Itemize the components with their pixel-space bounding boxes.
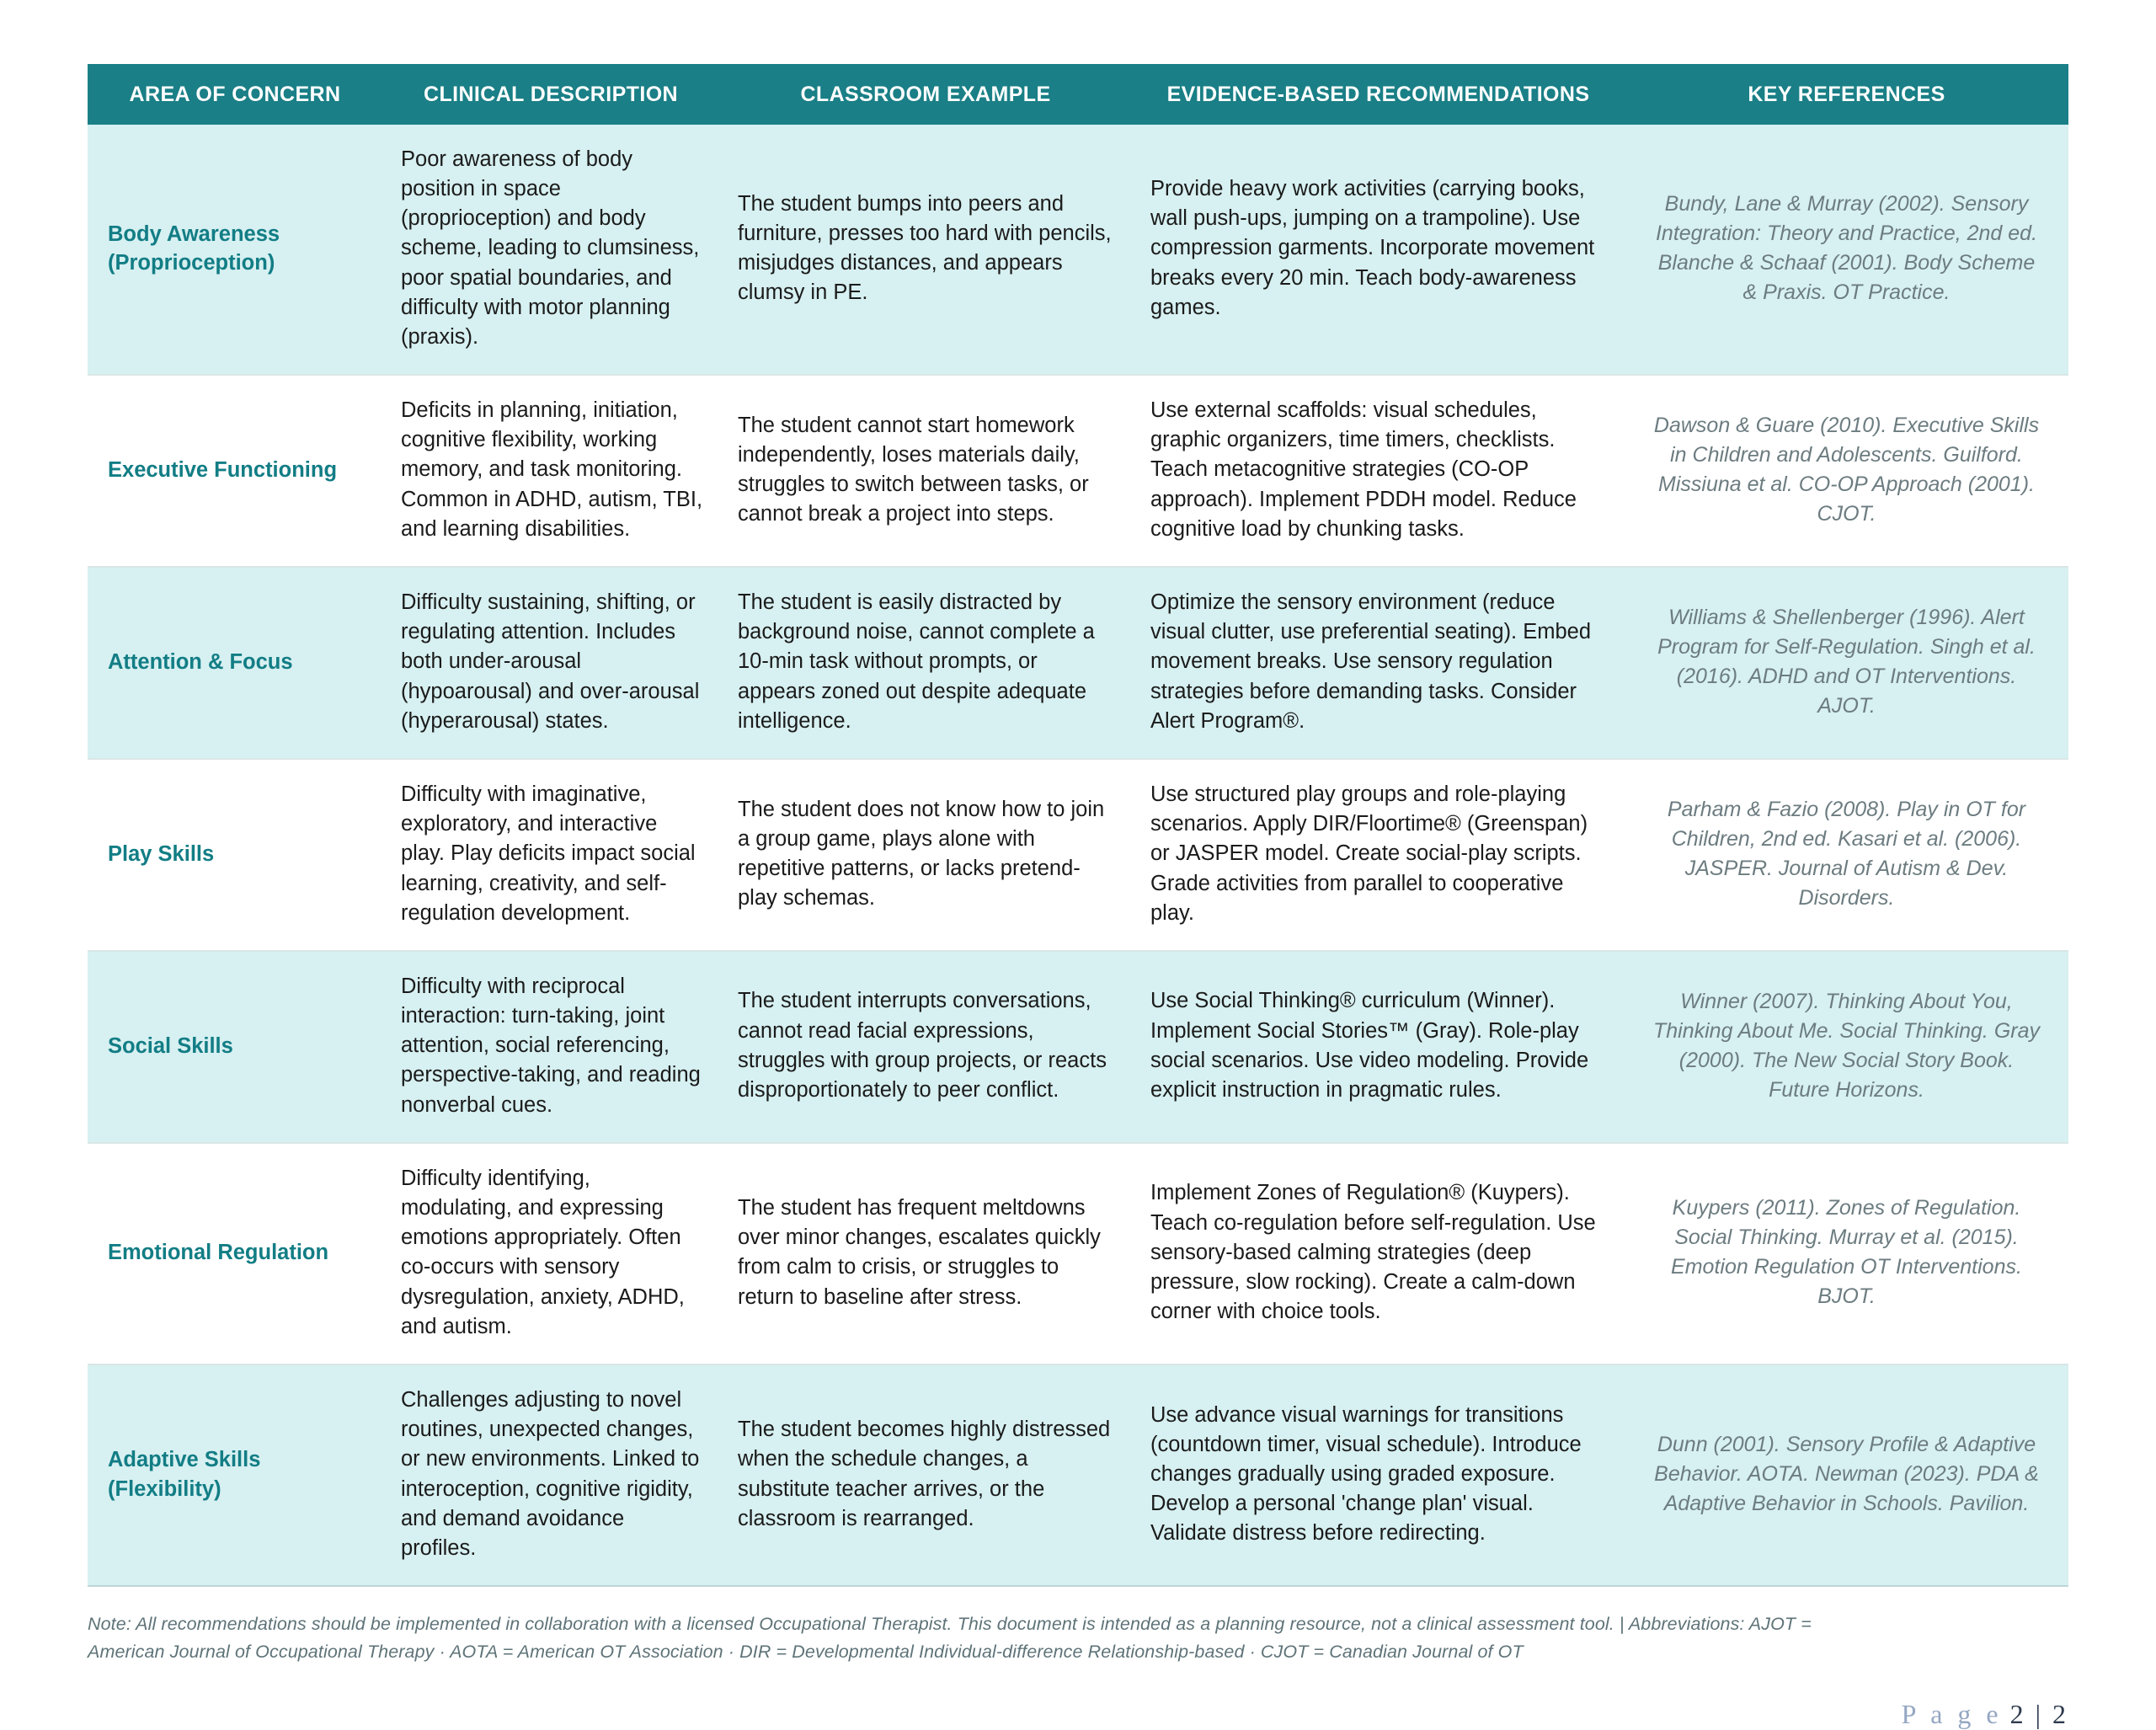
footnote-line-2: American Journal of Occupational Therapy · AOTA = American OT Association · DIR = Developmental Individual-difference Relationship-based · CJOT = Canadian Journal of OT [88, 1641, 1524, 1662]
cell-area-of-concern: Play Skills [88, 759, 382, 951]
cell-clinical-description: Difficulty identifying, modulating, and expressing emotions appropriately. Often co-occurs with sensory dysregulation, anxiety, ADHD, and autism. [382, 1143, 719, 1364]
cell-classroom-example: The student becomes highly distressed when the schedule changes, a substitute teacher arrives, or the classroom is rearranged. [719, 1364, 1132, 1586]
cell-area-of-concern: Adaptive Skills (Flexibility) [88, 1364, 382, 1586]
cell-clinical-description: Difficulty with imaginative, exploratory, and interactive play. Play deficits impact social learning, creativity, and self-regulation development. [382, 759, 719, 951]
cell-classroom-example: The student has frequent meltdowns over minor changes, escalates quickly from calm to crisis, or struggles to return to baseline after stress. [719, 1143, 1132, 1364]
table-header [88, 64, 2068, 125]
page-number-value: 2 | 2 [2009, 1699, 2068, 1730]
table-row [88, 951, 2068, 1143]
cell-recommendations: Implement Zones of Regulation® (Kuypers). Teach co-regulation before self-regulation. Use sensory-based calming strategies (deep pressure, slow rocking). Create a calm-down corner with choice tools. [1132, 1143, 1625, 1364]
cell-clinical-description: Challenges adjusting to novel routines, unexpected changes, or new environments. Linked to interoception, cognitive rigidity, and demand avoidance profiles. [382, 1364, 719, 1586]
table-header-row [88, 64, 2068, 125]
cell-clinical-description: Difficulty with reciprocal interaction: turn-taking, joint attention, social referencing, perspective-taking, and reading nonverbal cues. [382, 951, 719, 1143]
footnote-line-1: Note: All recommendations should be implemented in collaboration with a licensed Occupational Therapist. This document is intended as a planning resource, not a clinical assessment tool. | Abbreviations: AJOT = [88, 1614, 1812, 1635]
cell-key-references: Dawson & Guare (2010). Executive Skills in Children and Adolescents. Guilford. Missiuna et al. CO-OP Approach (2001). CJOT. [1625, 375, 2068, 567]
column-header-area-of-concern: AREA OF CONCERN [88, 64, 382, 125]
cell-recommendations: Use advance visual warnings for transitions (countdown timer, visual schedule). Introduce changes gradually using graded exposure. Develop a personal 'change plan' visual. Validate distress before redirecting. [1132, 1364, 1625, 1586]
cell-clinical-description: Deficits in planning, initiation, cognitive flexibility, working memory, and task monitoring. Common in ADHD, autism, TBI, and learning disabilities. [382, 375, 719, 567]
cell-area-of-concern: Emotional Regulation [88, 1143, 382, 1364]
cell-recommendations: Provide heavy work activities (carrying books, wall push-ups, jumping on a trampoline). Use compression garments. Incorporate movement breaks every 20 min. Teach body-awareness games. [1132, 125, 1625, 375]
cell-classroom-example: The student does not know how to join a group game, plays alone with repetitive patterns, or lacks pretend-play schemas. [719, 759, 1132, 951]
cell-key-references: Parham & Fazio (2008). Play in OT for Children, 2nd ed. Kasari et al. (2006). JASPER. Journal of Autism & Dev. Disorders. [1625, 759, 2068, 951]
table-row [88, 125, 2068, 375]
cell-key-references: Winner (2007). Thinking About You, Thinking About Me. Social Thinking. Gray (2000). The New Social Story Book. Future Horizons. [1625, 951, 2068, 1143]
cell-classroom-example: The student is easily distracted by background noise, cannot complete a 10-min task without prompts, or appears zoned out despite adequate intelligence. [719, 567, 1132, 759]
cell-key-references: Dunn (2001). Sensory Profile & Adaptive Behavior. AOTA. Newman (2023). PDA & Adaptive Behavior in Schools. Pavilion. [1625, 1364, 2068, 1586]
column-header-key-references: KEY REFERENCES [1625, 64, 2068, 125]
table-row [88, 1143, 2068, 1364]
cell-classroom-example: The student interrupts conversations, cannot read facial expressions, struggles with group projects, or reacts disproportionately to peer conflict. [719, 951, 1132, 1143]
cell-classroom-example: The student bumps into peers and furniture, presses too hard with pencils, misjudges distances, and appears clumsy in PE. [719, 125, 1132, 375]
cell-key-references: Williams & Shellenberger (1996). Alert Program for Self-Regulation. Singh et al. (2016). ADHD and OT Interventions. AJOT. [1625, 567, 2068, 759]
table-row [88, 1364, 2068, 1586]
cell-area-of-concern: Executive Functioning [88, 375, 382, 567]
cell-key-references: Bundy, Lane & Murray (2002). Sensory Integration: Theory and Practice, 2nd ed. Blanche & Schaaf (2001). Body Scheme & Praxis. OT Practice. [1625, 125, 2068, 375]
page-number [88, 1699, 2068, 1730]
cell-area-of-concern: Social Skills [88, 951, 382, 1143]
areas-of-concern-table [88, 64, 2068, 1587]
footnote [88, 1610, 2068, 1665]
cell-clinical-description: Poor awareness of body position in space (proprioception) and body scheme, leading to clumsiness, poor spatial boundaries, and difficulty with motor planning (praxis). [382, 125, 719, 375]
table-body [88, 125, 2068, 1586]
column-header-evidence-based-recommendations: EVIDENCE-BASED RECOMMENDATIONS [1132, 64, 1625, 125]
cell-classroom-example: The student cannot start homework independently, loses materials daily, struggles to switch between tasks, or cannot break a project into steps. [719, 375, 1132, 567]
cell-area-of-concern: Body Awareness (Proprioception) [88, 125, 382, 375]
column-header-clinical-description: CLINICAL DESCRIPTION [382, 64, 719, 125]
cell-recommendations: Use external scaffolds: visual schedules, graphic organizers, time timers, checklists. Teach metacognitive strategies (CO-OP approach). Implement PDDH model. Reduce cognitive load by chunking tasks. [1132, 375, 1625, 567]
table-row [88, 759, 2068, 951]
cell-recommendations: Optimize the sensory environment (reduce visual clutter, use preferential seating). Embed movement breaks. Use sensory regulation strategies before demanding tasks. Consider Alert Program®. [1132, 567, 1625, 759]
cell-recommendations: Use structured play groups and role-playing scenarios. Apply DIR/Floortime® (Greenspan) or JASPER model. Create social-play scripts. Grade activities from parallel to cooperative play. [1132, 759, 1625, 951]
page-number-label: P a g e [1901, 1699, 2003, 1730]
cell-key-references: Kuypers (2011). Zones of Regulation. Social Thinking. Murray et al. (2015). Emotion Regulation OT Interventions. BJOT. [1625, 1143, 2068, 1364]
table-row [88, 567, 2068, 759]
column-header-classroom-example: CLASSROOM EXAMPLE [719, 64, 1132, 125]
cell-area-of-concern: Attention & Focus [88, 567, 382, 759]
cell-clinical-description: Difficulty sustaining, shifting, or regulating attention. Includes both under-arousal (hypoarousal) and over-arousal (hyperarousal) states. [382, 567, 719, 759]
table-row [88, 375, 2068, 567]
cell-recommendations: Use Social Thinking® curriculum (Winner). Implement Social Stories™ (Gray). Role-play social scenarios. Use video modeling. Provide explicit instruction in pragmatic rules. [1132, 951, 1625, 1143]
